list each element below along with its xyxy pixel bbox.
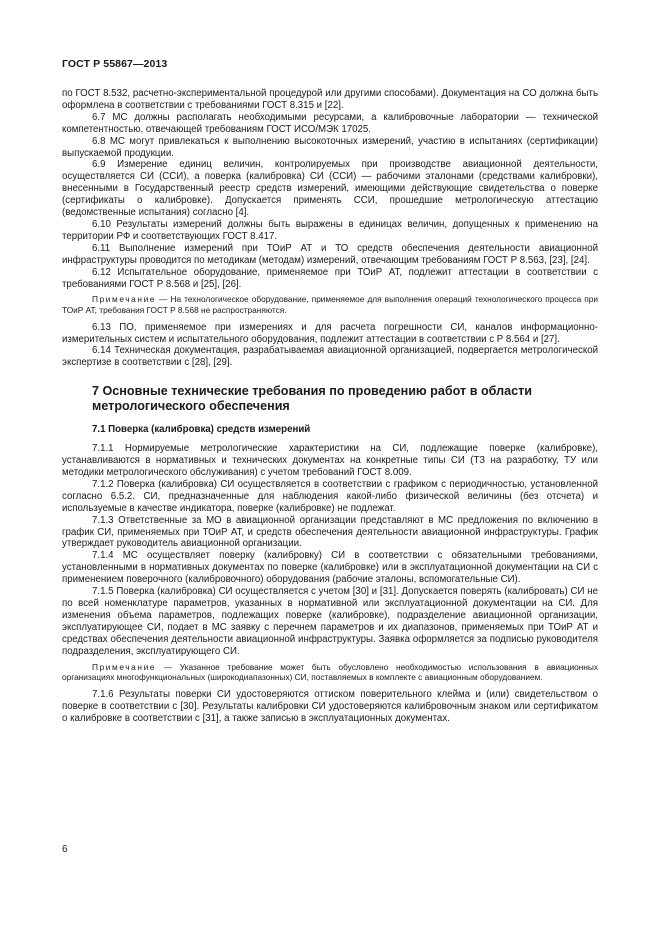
paragraph-6-13: 6.13 ПО, применяемое при измерениях и для расчета погрешности СИ, каналов информационно-измерительных систем и испытательного оборудования, подлежит аттестации в соответствии с Р 8.564 и [27]. xyxy=(62,321,598,345)
paragraph-continuation: по ГОСТ 8.532, расчетно-экспериментальной процедурой или другими способами). Документация на СО должна быть оформлена в соответствии с требованиями ГОСТ 8.315 и [22]. xyxy=(62,88,598,111)
paragraph-6-11: 6.11 Выполнение измерений при ТОиР АТ и ТО средств обеспечения деятельности авиационной инфраструктуры проводится по методикам (методам) измерений, отвечающим требованиям ГОСТ Р 8.563, [23], [24]. xyxy=(62,242,598,266)
subsection-heading-7-1: 7.1 Поверка (калибровка) средств измерений xyxy=(92,424,311,436)
paragraph-6-7: 6.7 МС должны располагать необходимыми ресурсами, а калибровочные лаборатории — технической компетентностью, отвечающей требованиям ГОСТ ИСО/МЭК 17025. xyxy=(62,111,598,135)
paragraph-7-1-1: 7.1.1 Нормируемые метрологические характеристики на СИ, подлежащие поверке (калибровке), устанавливаются в нормативных и технических документах на конкретные типы СИ (ТЗ на разработку, ТУ или методики метрологического обслуживания) с учетом требований ГОСТ 8.009. xyxy=(62,443,598,479)
note-label: Примечание xyxy=(92,294,157,305)
paragraph-7-1-3: 7.1.3 Ответственные за МО в авиационной организации представляют в МС предложения по включению в график СИ, применяемых при ТОиР АТ, и средств обеспечения деятельности авиационной инфраструктуры. График утверждает руководитель авиационной организации. xyxy=(62,514,598,550)
paragraph-7-1-5: 7.1.5 Поверка (калибровка) СИ осуществляется с учетом [30] и [31]. Допускается поверять (калибровать) СИ не по всей номенклатуре параметров, указанных в нормативной или эксплуатационной документации на СИ. Для изменения объема параметров, подлежащих поверке (калибровке), подразделение авиационной организации, эксплуатирующее СИ, подает в МС заявку с перечнем параметров и их диапазонов, применяемых при ТОиР АТ и средствах обеспечения деятельности авиационной инфраструктуры. Заявка оформляется за подписью руководителя подразделения, эксплуатирующего СИ. xyxy=(62,586,598,657)
paragraph-7-1-6: 7.1.6 Результаты поверки СИ удостоверяются оттиском поверительного клейма и (или) свидетельством о поверке в соответствии с [30]. Результаты калибровки СИ удостоверяются калибровочным знаком или сертификатом о калибровке в соответствии с [31], а также записью в эксплуатационных документах. xyxy=(62,688,598,724)
paragraph-6-10: 6.10 Результаты измерений должны быть выражены в единицах величин, допущенных к применению на территории РФ и соответствующих ГОСТ 8.417. xyxy=(62,218,598,242)
paragraph-6-8: 6.8 МС могут привлекаться к выполнению высокоточных измерений, участию в испытаниях (сертификации) выпускаемой продукции. xyxy=(62,135,598,159)
document-header: ГОСТ Р 55867—2013 xyxy=(62,58,168,70)
document-page xyxy=(62,58,598,724)
paragraph-6-9: 6.9 Измерение единиц величин, контролируемых при производстве авиационной деятельности, осуществляется СИ (ССИ), а поверка (калибровка) СИ (ССИ) — рабочими эталонами (средствами калибровки), внесенными в Государственный реестр средств измерений, имеющими действующие свидетельства о поверке (сертификаты о калибровке). Допускается применять ССИ, прошедшие метрологическую аттестацию (ведомственные испытания) согласно [4]. xyxy=(62,159,598,219)
note-text: — На технологическое оборудование, применяемое для выполнения операций технологического процесса при ТОиР АТ, требования ГОСТ Р 8.568 не распространяются. xyxy=(62,294,598,315)
paragraph-6-14: 6.14 Техническая документация, разрабатываемая авиационной организацией, подвергается метрологической экспертизе в соответствии с [28], [29]. xyxy=(62,345,598,369)
note-7-1-5 xyxy=(62,662,598,683)
paragraph-7-1-2: 7.1.2 Поверка (калибровка) СИ осуществляется в соответствии с графиком с периодичностью, установленной согласно 6.5.2. СИ, предназначенные для наблюдения какой-либо физической величины (без отсчета) и используемые в качестве индикатора, поверке (калибровке) не подлежат. xyxy=(62,478,598,514)
note-text: — Указанное требование может быть обусловлено необходимостью использования в авиационных организациях многофункциональных (широкодиапазонных) СИ, поставляемых в комплекте с авиационным оборудованием. xyxy=(62,661,598,683)
note-6-12 xyxy=(62,294,598,315)
paragraph-6-12: 6.12 Испытательное оборудование, применяемое при ТОиР АТ, подлежит аттестации в соответствии с требованиями ГОСТ Р 8.568 и [25], [26]. xyxy=(62,266,598,290)
section-heading-7: 7 Основные технические требования по проведению работ в области метрологического обеспечения xyxy=(92,384,533,414)
paragraph-7-1-4: 7.1.4 МС осуществляет поверку (калибровку) СИ в соответствии с обязательными требованиями, установленными в нормативных документах по поверке (калибровке) или в эксплуатационной документации на СИ с применением поверочного (калибровочного) оборудования (рабочие эталоны, вспомогательные СИ). xyxy=(62,550,598,586)
page-number: 6 xyxy=(62,844,68,855)
note-label: Примечание xyxy=(92,661,157,672)
